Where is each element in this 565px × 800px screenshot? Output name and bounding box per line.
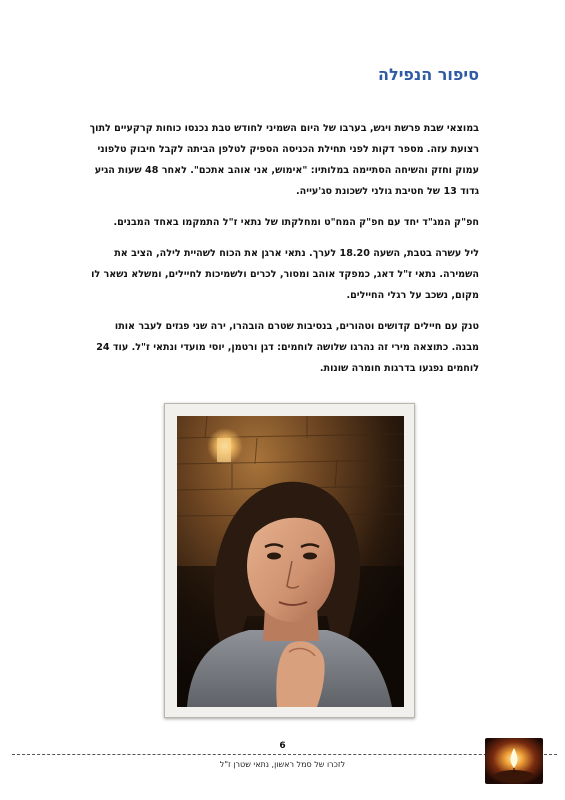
- paragraph-1: במוצאי שבת פרשת ויגש, בערבו של היום השמיני לחודש טבת נכנסו כוחות קרקעיים לתוך רצועת עזה. מספר דקות לפני תחילת הכניסה הספיק לטלפן הביתה לקבל חיבוק טלפוני עמוק וחזק והשיחה הסתיימה במלותיו: "אימוש, אני אוהב אתכם". לאחר 48 שעות הגיע גדוד 13 של חטיבת גולני לשכונת סג'עייה.: [89, 123, 479, 197]
- portrait-illustration: [177, 416, 404, 707]
- memorial-candle-icon: [485, 738, 543, 784]
- photo-frame: [164, 403, 415, 718]
- story-text: [85, 118, 479, 389]
- page-number: 6: [279, 741, 286, 751]
- portrait-photo: [177, 416, 404, 707]
- paragraph-2: חפ"ק המג"ד יחד עם חפ"ק המח"ט ומחלקתו של נתאי ז"ל התמקמו באחד המבנים.: [113, 217, 479, 228]
- footer-divider: [12, 754, 557, 755]
- footer-dedication: לזכרו של סמל ראשון, נתאי שטרן ז"ל: [219, 760, 346, 769]
- paragraph-3: ליל עשרה בטבת, השעה 18.20 לערך. נתאי ארגן את הכוח לשהיית לילה, הציב את השמירה. נתאי ז"ל דאג, כמפקד אוהב ומסור, לכרים ולשמיכות לחיילים, ומשלא נשאר לו מקום, נשכב על רגלי החיילים.: [91, 248, 479, 301]
- paragraph-4: טנק עם חיילים קדושים וטהורים, בנסיבות שטרם הובהרו, ירה שני פגזים לעבר אותו מבנה. כתוצאה מירי זה נהרגו שלושה לוחמים: דגן ורטמן, יוסי מועדי ונתאי ז"ל. עוד 24 לוחמים נפגעו בדרגות חומרה שונות.: [96, 321, 479, 374]
- page-title: סיפור הנפילה: [378, 65, 479, 84]
